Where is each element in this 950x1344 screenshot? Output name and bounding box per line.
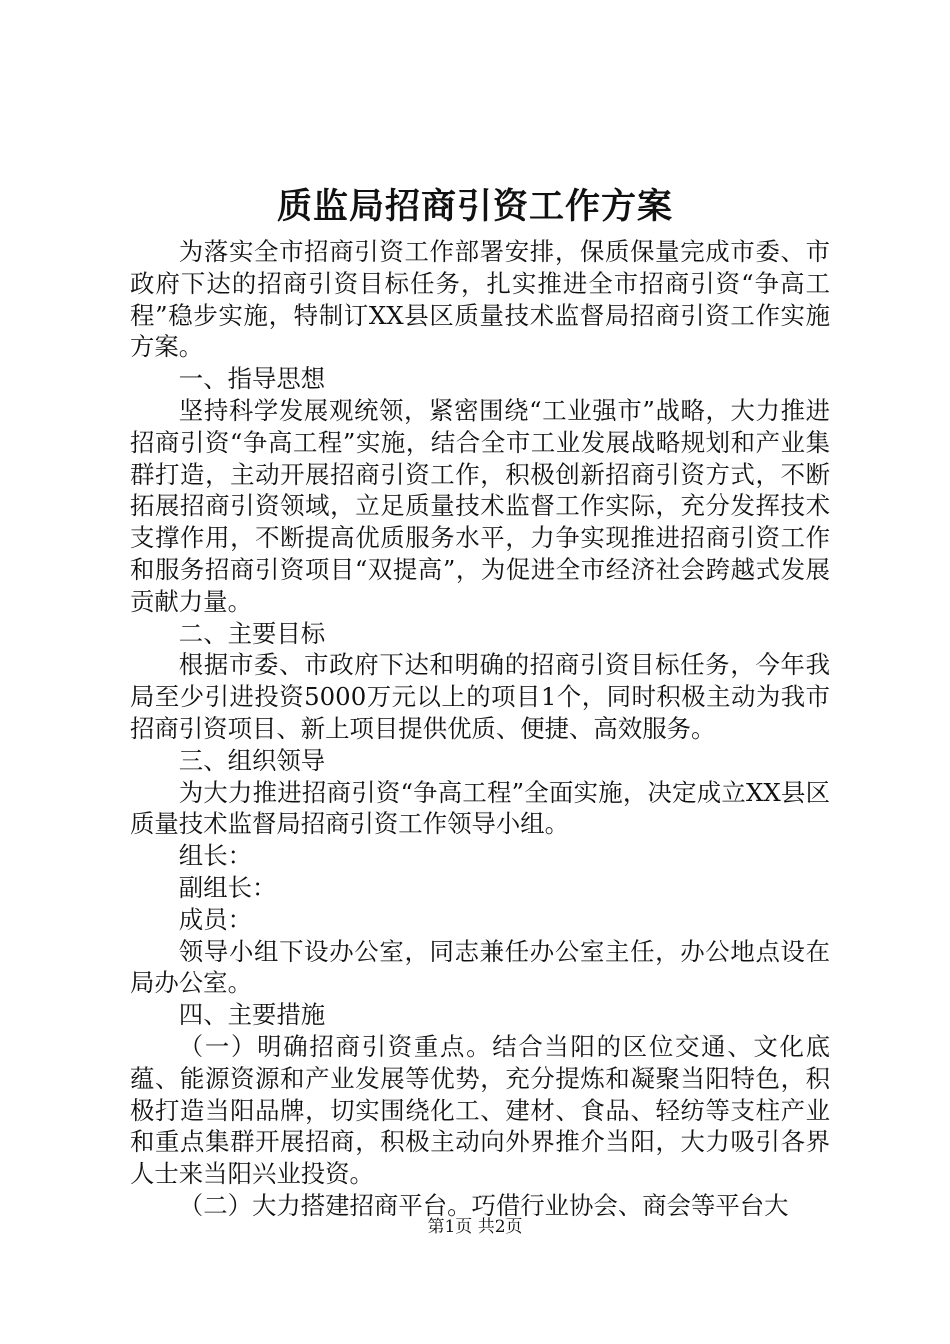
intro-paragraph: 为落实全市招商引资工作部署安排，保质保量完成市委、市政府下达的招商引资目标任务，扎实推进全市招商引资“争高工程”稳步实施，特制订XX县区质量技术监督局招商引资工作实施方案。 (130, 237, 830, 362)
members-line: 成员： (178, 904, 252, 934)
page-number-footer: 第1页 共2页 (427, 1217, 523, 1237)
measure-one-paragraph: （一）明确招商引资重点。结合当阳的区位交通、文化底蕴、能源资源和产业发展等优势，充分提炼和凝聚当阳特色，积极打造当阳品牌，切实围绕化工、建材、食品、轻纺等支柱产业和重点集群开展招商，积极主动向外界推介当阳，大力吸引各界人士来当阳兴业投资。 (130, 1031, 830, 1189)
section-heading-organization: 三、组织领导 (178, 745, 326, 775)
document-body (130, 236, 830, 1222)
section-heading-main-goals: 二、主要目标 (178, 618, 326, 648)
document-title: 质监局招商引资工作方案 (276, 186, 673, 227)
measure-two-paragraph: （二）大力搭建招商平台。巧借行业协会、商会等平台大 (178, 1190, 789, 1220)
organization-paragraph: 为大力推进招商引资“争高工程”全面实施，决定成立XX县区质量技术监督局招商引资工作领导小组。 (130, 777, 830, 839)
main-goals-paragraph: 根据市委、市政府下达和明确的招商引资目标任务，今年我局至少引进投资5000万元以上的项目1个，同时积极主动为我市招商引资项目、新上项目提供优质、便捷、高效服务。 (130, 650, 830, 743)
section-heading-guiding-ideology: 一、指导思想 (178, 364, 326, 394)
office-paragraph: 领导小组下设办公室，同志兼任办公室主任，办公地点设在局办公室。 (130, 936, 830, 998)
group-leader-line: 组长： (178, 841, 252, 871)
deputy-leader-line: 副组长： (178, 872, 277, 902)
guiding-ideology-paragraph: 坚持科学发展观统领，紧密围绕“工业强市”战略，大力推进招商引资“争高工程”实施，结合全市工业发展战略规划和产业集群打造，主动开展招商引资工作，积极创新招商引资方式，不断拓展招商引资领域，立足质量技术监督工作实际，充分发挥技术支撑作用，不断提高优质服务水平，力争实现推进招商引资工作和服务招商引资项目“双提高”，为促进全市经济社会跨越式发展贡献力量。 (130, 395, 830, 616)
section-heading-main-measures: 四、主要措施 (178, 1000, 326, 1030)
